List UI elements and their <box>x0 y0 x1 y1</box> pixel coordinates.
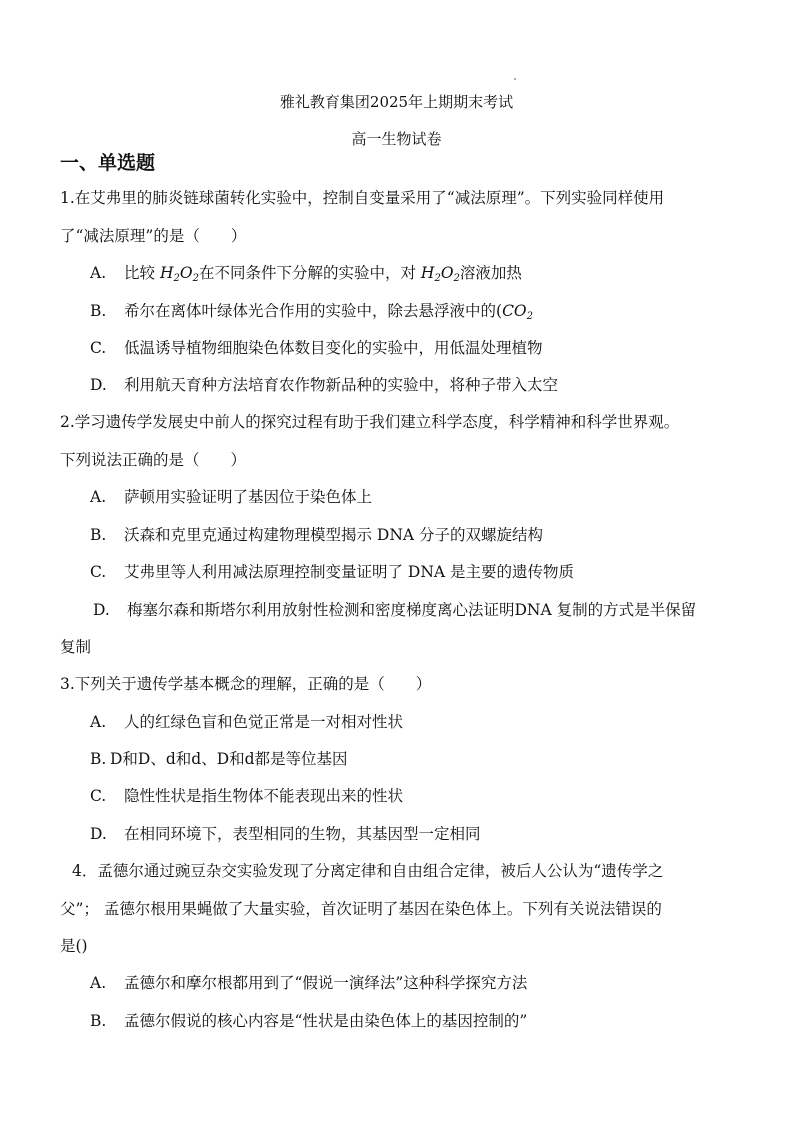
question-2-option-d-continuation: 复制 <box>60 638 92 656</box>
question-4-stem-line-3: 是() <box>60 937 88 955</box>
option-label: A. <box>90 974 107 992</box>
option-label: A. <box>90 488 107 506</box>
section-heading: 一、单选题 <box>60 152 156 174</box>
option-label: B. <box>90 526 107 544</box>
option-label: C. <box>90 563 107 581</box>
stray-dot <box>514 78 516 80</box>
question-1-option-c: C. 低温诱导植物细胞染色体数目变化的实验中，用低温处理植物 <box>90 339 543 357</box>
question-2-stem-line-2: 下列说法正确的是（ ） <box>60 451 247 469</box>
question-4-option-a: A. 孟德尔和摩尔根都用到了“假说一演绎法”这种科学探究方法 <box>90 974 528 992</box>
question-3-stem-line-1: 3.下列关于遗传学基本概念的理解，正确的是（ ） <box>60 675 432 693</box>
formula-h2o2: $H_2O_2$ <box>159 264 199 284</box>
question-4-stem-line-1: 4．孟德尔通过豌豆杂交实验发现了分离定律和自由组合定律，被后人公认为“遗传学之 <box>72 862 664 880</box>
option-label: A. <box>90 264 107 282</box>
option-label: D. <box>93 601 110 619</box>
question-3-option-a: A. 人的红绿色盲和色觉正常是一对相对性状 <box>90 713 404 731</box>
question-4-stem-line-2: 父”； 孟德尔根用果蝇做了大量实验，首次证明了基因在染色体上。下列有关说法错误的 <box>60 900 662 918</box>
option-label: C. <box>90 339 107 357</box>
option-label: B. <box>90 1012 107 1030</box>
question-3-option-b: B. D和D、d和d、D和d都是等位基因 <box>90 750 348 768</box>
formula-co2: $CO_2$ <box>502 302 534 322</box>
option-label: C. <box>90 787 107 805</box>
question-3-option-d: D. 在相同环境下，表型相同的生物，其基因型一定相同 <box>90 825 481 843</box>
question-1-option-a: A. 比较 $H_2O_2$在不同条件下分解的实验中，对 $H_2O_2$溶液加热 <box>90 264 522 284</box>
exam-subtitle: 高一生物试卷 <box>351 130 442 148</box>
question-3-option-c: C. 隐性性状是指生物体不能表现出来的性状 <box>90 787 404 805</box>
option-label: B. <box>90 302 107 320</box>
formula-h2o2: $H_2O_2$ <box>420 264 460 284</box>
option-label: D. <box>90 825 107 843</box>
option-label: B. <box>90 750 107 768</box>
question-2-option-b: B. 沃森和克里克通过构建物理模型揭示 DNA 分子的双螺旋结构 <box>90 526 544 544</box>
question-2-stem-line-1: 2.学习遗传学发展史中前人的探究过程有助于我们建立科学态度，科学精神和科学世界观。 <box>60 413 680 431</box>
exam-title: 雅礼教育集团2025年上期期末考试 <box>279 93 514 111</box>
question-2-option-d: D. 梅塞尔森和斯塔尔利用放射性检测和密度梯度离心法证明DNA 复制的方式是半保留 <box>93 601 697 619</box>
question-1-option-d: D. 利用航天育种方法培育农作物新品种的实验中，将种子带入太空 <box>90 376 559 394</box>
question-1-option-b: B. 希尔在离体叶绿体光合作用的实验中，除去悬浮液中的($CO_2$ <box>90 302 534 322</box>
option-label: D. <box>90 376 107 394</box>
question-2-option-c: C. 艾弗里等人利用减法原理控制变量证明了 DNA 是主要的遗传物质 <box>90 563 575 581</box>
question-2-option-a: A. 萨顿用实验证明了基因位于染色体上 <box>90 488 373 506</box>
question-1-stem-line-2: 了“减法原理”的是（ ） <box>60 227 247 245</box>
question-1-stem-line-1: 1.在艾弗里的肺炎链球菌转化实验中，控制自变量采用了“减法原理”。下列实验同样使用 <box>60 189 665 207</box>
question-4-option-b: B. 孟德尔假说的核心内容是“性状是由染色体上的基因控制的” <box>90 1012 528 1030</box>
option-label: A. <box>90 713 107 731</box>
